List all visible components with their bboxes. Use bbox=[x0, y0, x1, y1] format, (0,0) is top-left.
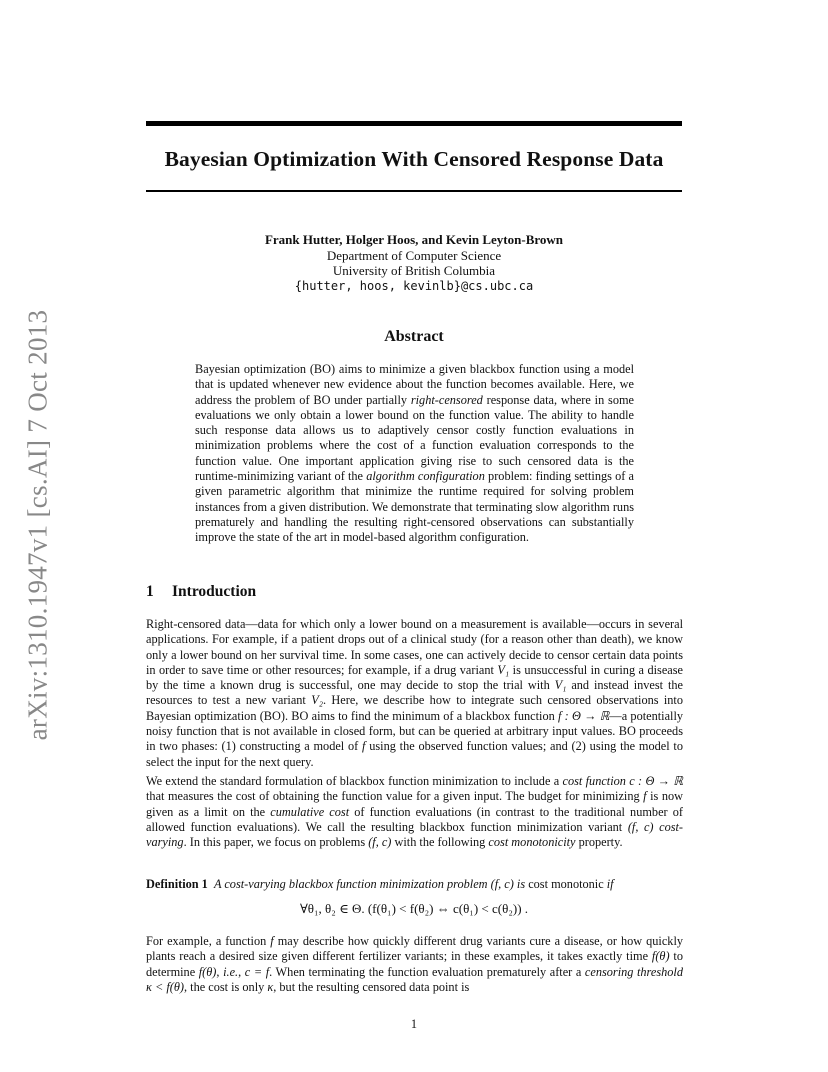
text: using the observed function values; and (2) using the model to select the input for the next query. bbox=[146, 739, 683, 769]
math: (f, c) bbox=[627, 819, 654, 834]
math: f(θ) bbox=[651, 949, 670, 964]
text: —a potentially noisy function that is not available in closed form, but can be queried at arbitrary input values. BO proceeds in two phases: (1) constructing a model of bbox=[146, 708, 684, 754]
emphasis: cumulative cost bbox=[270, 804, 350, 819]
text: to determine bbox=[146, 949, 683, 979]
abstract-text: response data, where in some evaluations we only obtain a lower bound on the function value. The ability to handle such response data allows us to adaptively censor costly function evaluations in minimization problems where the cost of a function evaluation corresponds to the function value. One important application giving rise to such censored data is the runtime-minimizing variant of the bbox=[195, 392, 635, 484]
section-title: Introduction bbox=[172, 583, 257, 600]
text: , bbox=[216, 964, 224, 979]
author-block bbox=[0, 232, 828, 294]
intro-paragraph-2 bbox=[146, 774, 683, 850]
abstract-emphasis: right-censored bbox=[410, 392, 483, 407]
text: of function evaluations (in contrast to the traditional number of allowed function evaluations). We call the resulting blackbox function minimization variant bbox=[146, 804, 683, 834]
text: may describe how quickly different drug variants cure a disease, or how quickly plants reach a desired size given different fertilizer variants; in these examples, it takes exactly time bbox=[146, 934, 684, 964]
arxiv-identifier: arXiv:1310.1947v1 [cs.AI] 7 Oct 2013 bbox=[22, 309, 53, 741]
math: V₂ bbox=[311, 693, 323, 708]
text: , but the resulting censored data point is bbox=[273, 979, 470, 994]
math: c = f bbox=[244, 964, 270, 979]
text: and instead invest the resources to test a new variant bbox=[146, 678, 684, 708]
abstract-emphasis: algorithm configuration bbox=[366, 469, 485, 484]
text: , bbox=[238, 964, 245, 979]
text: For example, a function bbox=[146, 934, 271, 948]
math: f(θ) bbox=[198, 964, 217, 979]
math: f bbox=[643, 789, 647, 804]
page-number: 1 bbox=[410, 1017, 418, 1031]
emphasis: cost-varying bbox=[146, 819, 684, 850]
definition-text: if bbox=[603, 877, 614, 891]
text: We extend the standard formulation of blackbox function minimization to include a bbox=[146, 774, 563, 788]
author-names: Frank Hutter, Holger Hoos, and Kevin Leyton-Brown bbox=[264, 232, 564, 247]
text: property. bbox=[575, 835, 623, 850]
abstract-text: problem: finding settings of a given parametric algorithm that minimize the runtime required for solving problem instances from a given distribution. We demonstrate that terminating slow algorithm runs prematurely and handling the resulting right-censored observations can substantially improve the state of the art in model-based algorithm configuration. bbox=[195, 469, 634, 545]
definition-text: is bbox=[513, 877, 529, 891]
intro-paragraph-3 bbox=[146, 934, 683, 995]
author-department: Department of Computer Science bbox=[326, 247, 502, 263]
emphasis: cost monotonicity bbox=[488, 835, 576, 850]
abstract-heading: Abstract bbox=[384, 328, 444, 345]
abstract-body bbox=[195, 362, 634, 546]
math: κ < f(θ) bbox=[146, 979, 184, 994]
text: that measures the cost of obtaining the function value for a given input. The budget for minimizing bbox=[146, 789, 644, 804]
math: κ bbox=[267, 979, 274, 994]
emphasis: cost function bbox=[562, 774, 626, 788]
text: is unsuccessful in curing a disease by the time a known drug is successful, one may decide to stop the trial with bbox=[146, 662, 683, 693]
math: c : Θ → ℝ bbox=[629, 774, 684, 788]
text: Right-censored data—data for which only a lower bound on a measurement is available—occurs in several applications. For example, if a patient drops out of a clinical study (for a reason other than death), we know only a lower bound on her survival time. In some cases, one can actively decide to censor certain data points in order to save time or other resources; for example, if a drug variant bbox=[146, 617, 683, 677]
definition-1 bbox=[146, 877, 683, 892]
math: V₁ bbox=[554, 678, 567, 693]
math: (f, c) bbox=[490, 877, 514, 891]
math: f bbox=[362, 739, 366, 754]
text: . Here, we describe how to integrate such censored observations into Bayesian optimization (BO). BO aims to find the minimum of a blackbox function bbox=[146, 693, 683, 723]
math: f bbox=[270, 934, 274, 948]
emphasis: i.e. bbox=[223, 964, 239, 979]
abstract-text: Bayesian optimization (BO) aims to minimize a given blackbox function using a model that is updated whenever new evidence about the function becomes available. Here, we address the problem of BO under partially bbox=[195, 362, 634, 407]
paper-title: Bayesian Optimization With Censored Response Data bbox=[164, 147, 664, 171]
title-bottom-rule bbox=[146, 190, 682, 192]
author-email: {hutter, hoos, kevinlb}@cs.ubc.ca bbox=[294, 278, 534, 293]
text: . In this paper, we focus on problems bbox=[183, 835, 369, 850]
intro-paragraph-1 bbox=[146, 617, 683, 770]
math: f : Θ → ℝ bbox=[558, 708, 610, 723]
text: , the cost is only bbox=[184, 979, 268, 994]
emphasis: censoring threshold bbox=[584, 964, 683, 979]
text: with the following bbox=[391, 835, 489, 850]
text: . When terminating the function evaluation prematurely after a bbox=[269, 964, 585, 979]
author-university: University of British Columbia bbox=[332, 263, 496, 278]
definition-term: cost monotonic bbox=[528, 877, 604, 891]
equation-cost-monotonic: ∀θ₁, θ₂ ∈ Θ. (f(θ₁) < f(θ₂) ⇔ c(θ₁) < c(θ₂)) . bbox=[299, 901, 529, 916]
definition-label: Definition 1 bbox=[146, 877, 208, 891]
text: is now given as a limit on the bbox=[146, 789, 683, 819]
section-heading bbox=[146, 583, 256, 601]
math: V₁ bbox=[497, 662, 510, 677]
math: (f, c) bbox=[368, 835, 392, 850]
definition-text: A cost-varying blackbox function minimization problem bbox=[213, 877, 491, 891]
title-top-rule bbox=[146, 121, 682, 126]
arxiv-sidebar bbox=[14, 310, 62, 740]
section-number: 1 bbox=[146, 583, 154, 600]
